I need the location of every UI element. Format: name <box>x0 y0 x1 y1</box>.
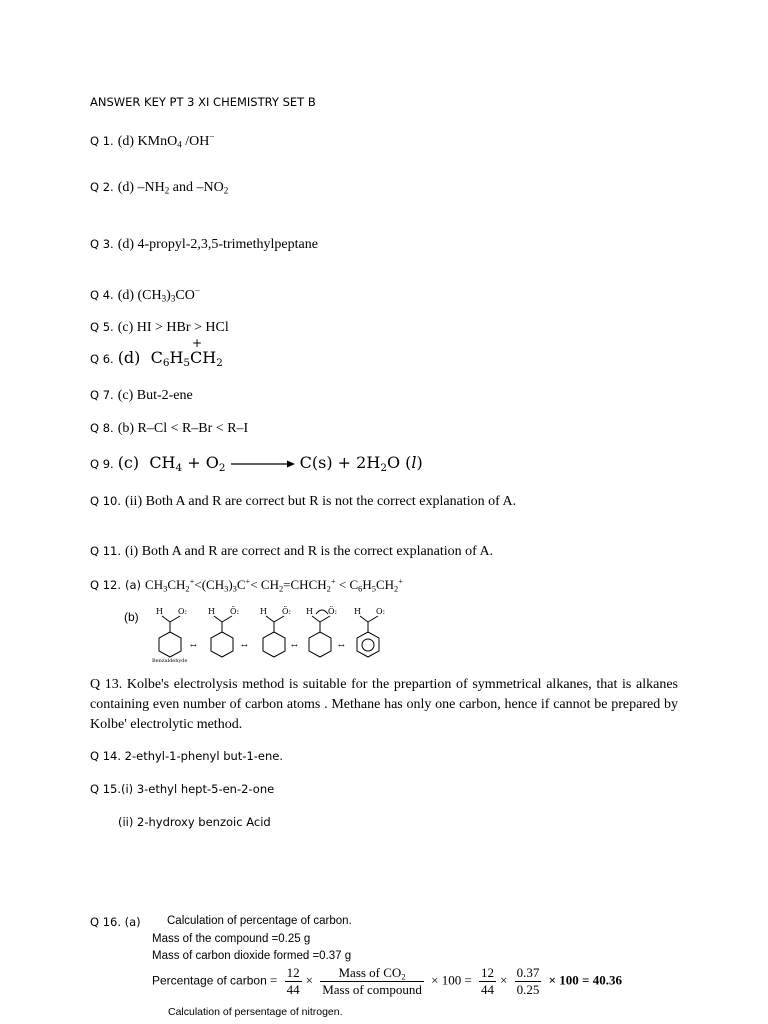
q12-p22: + <box>398 575 403 586</box>
q12-p16: < C <box>335 577 359 592</box>
q1-sub: 4 <box>177 139 182 150</box>
q6-carbocation-c: C <box>190 348 203 367</box>
q4-text: (d) (CH <box>117 288 162 303</box>
q12-p0: CH <box>145 577 164 592</box>
q12-p1: 3 <box>163 583 168 594</box>
q6-sub2: 2 <box>216 357 223 370</box>
q12-p2: CH <box>167 577 186 592</box>
svg-text:H: H <box>354 607 361 616</box>
q12-order <box>145 577 403 592</box>
svg-text:↔: ↔ <box>190 641 197 650</box>
q5-number: Q 5. <box>90 320 114 334</box>
q16-line4: Calculation of persentage of nitrogen. <box>168 1006 343 1018</box>
benzene-ring-3 <box>263 632 285 657</box>
q6-plus-charge: + <box>192 336 203 350</box>
benzene-ring-1 <box>159 632 181 657</box>
q6-h2: H <box>202 348 217 367</box>
f2-num <box>320 965 424 982</box>
q16-line1: Calculation of percentage of carbon. <box>167 915 352 927</box>
answer-q5 <box>90 318 229 336</box>
reaction-arrow-icon <box>231 459 295 469</box>
q9-ch: CH <box>149 453 176 472</box>
q4-sup: − <box>194 285 200 296</box>
q4-number: Q 4. <box>90 288 114 302</box>
answer-q6 <box>90 336 223 370</box>
q6-option: (d) <box>117 348 141 367</box>
f4-den: 0.25 <box>516 982 540 997</box>
q5-text: (c) HI > HBr > HCl <box>117 320 229 335</box>
q12-option: (a) <box>125 578 142 592</box>
svg-text:H: H <box>156 607 163 616</box>
f3-num: 12 <box>481 965 495 980</box>
q9-number: Q 9. <box>90 457 114 471</box>
q2-mid: and –NO <box>169 180 224 195</box>
q9-product: C(s) + 2H <box>299 453 381 472</box>
q16-line2: Mass of the compound =0.25 g <box>152 933 311 945</box>
f1-den: 44 <box>286 982 300 997</box>
q12-p17: 6 <box>358 583 363 594</box>
q12-p20: CH <box>375 577 395 592</box>
q4-sub2: 3 <box>170 293 176 304</box>
q12-p9: C <box>236 577 246 592</box>
q16-line3: Mass of carbon dioxide formed =0.37 g <box>152 950 352 962</box>
fraction-12-44-b <box>479 965 496 998</box>
q10-text: (ii) Both A and R are correct but R is not the correct explanation of A. <box>125 494 517 509</box>
q12-p21: 2 <box>394 583 399 594</box>
svg-text:H: H <box>306 607 313 616</box>
q12-p11: < CH <box>250 577 279 592</box>
q12b-option: (b) <box>124 610 139 624</box>
q12-p15: + <box>330 575 336 586</box>
q12-p19: 5 <box>371 583 376 594</box>
q12-p18: H <box>362 577 372 592</box>
answer-q3 <box>90 235 318 253</box>
page-title: ANSWER KEY PT 3 XI CHEMISTRY SET B <box>90 95 316 109</box>
f2-num-text: Mass of CO <box>338 965 402 980</box>
q9-sub4: 4 <box>175 462 183 475</box>
answer-q9 <box>90 453 423 473</box>
q7-text: (c) But-2-ene <box>117 388 193 403</box>
q9-o: O ( <box>386 453 412 472</box>
fraction-mass-co2 <box>320 965 424 998</box>
q2-sub2: 2 <box>223 185 229 196</box>
q12-p7: ) <box>228 577 233 592</box>
q12-p14: 2 <box>326 583 331 594</box>
q12-p13: =CHCH <box>283 577 327 592</box>
svg-text:O:: O: <box>178 607 188 616</box>
q1-text: (d) KMnO <box>117 134 178 149</box>
q2-number: Q 2. <box>90 180 114 194</box>
answer-q11 <box>90 542 493 560</box>
q1-number: Q 1. <box>90 134 114 148</box>
q16-percentage-equation: Percentage of carbon = $\frac{12}{44}$ × $\frac{Mass of CO_2}{\text{Mass of compound}}$ × 100 = $\frac{12}{44}$ × $\frac{0.37}{0.25}$ × 100 = 40.36 <box>152 965 622 997</box>
answer-q15-i: Q 15.(i) 3-ethyl hept-5-en-2-one <box>90 782 275 796</box>
q11-text: (i) Both A and R are correct and R is the correct explanation of A. <box>125 544 494 559</box>
svg-text:↔: ↔ <box>241 641 248 650</box>
answer-q15-ii: (ii) 2-hydroxy benzoic Acid <box>118 815 271 829</box>
q1-rest: /OH <box>181 134 210 149</box>
svg-text:↔: ↔ <box>291 641 298 650</box>
svg-text:O:: O: <box>376 607 386 616</box>
q12-p8: 3 <box>232 583 237 594</box>
answer-q10 <box>90 492 516 510</box>
q12-p3: 2 <box>185 583 190 594</box>
svg-text:H: H <box>260 607 267 616</box>
answer-q12 <box>90 576 403 594</box>
q12-p6: 3 <box>224 583 229 594</box>
f4-num: 0.37 <box>516 965 540 980</box>
q9-option: (c) <box>117 453 140 472</box>
q12-number: Q 12. <box>90 578 121 592</box>
answer-q8 <box>90 419 248 437</box>
f2-den: Mass of compound <box>322 982 422 997</box>
q3-number: Q 3. <box>90 237 114 251</box>
q12-p12: 2 <box>278 583 284 594</box>
answer-q4 <box>90 286 200 304</box>
svg-text:Ö:: Ö: <box>328 607 338 616</box>
benzene-ring-4 <box>309 632 331 657</box>
q8-text: (b) R–Cl < R–Br < R–I <box>117 421 249 436</box>
benzene-ring-2 <box>211 632 233 657</box>
fraction-12-44 <box>285 965 302 998</box>
q6-number: Q 6. <box>90 352 114 366</box>
q16-equation-label: Percentage of carbon <box>152 973 267 988</box>
q4-sub: 3 <box>161 293 167 304</box>
answer-q13: Q 13. Kolbe's electrolysis method is suitable for the prepartion of symmetrical alkanes, that is alkanes containing even number of carbon atoms . Methane has only one carbon, hence if cannot be prepared by Kolbe' electrolytic method. <box>90 677 678 732</box>
q12b-label <box>124 608 139 626</box>
q2-text: (d) –NH <box>117 180 165 195</box>
answer-q2 <box>90 178 228 196</box>
q4-end: CO <box>175 288 195 303</box>
q2-sub1: 2 <box>164 185 170 196</box>
q12-p10: + <box>245 575 251 586</box>
benzene-ring-5 <box>357 632 379 657</box>
q12-p4: + <box>189 575 195 586</box>
times-100: × 100 = <box>431 972 472 988</box>
q11-number: Q 11. <box>90 544 121 558</box>
q6-c: C <box>150 348 163 367</box>
q1-sup: − <box>209 131 215 142</box>
q6-sub6: 6 <box>162 357 170 370</box>
svg-text:Ö:: Ö: <box>230 607 240 616</box>
q9-plus-o: + O <box>182 453 219 472</box>
q12-p5: <(CH <box>194 577 225 592</box>
answer-q16-number: Q 16. (a) <box>90 915 141 929</box>
q9-sub2: 2 <box>218 462 226 475</box>
answer-q7 <box>90 386 193 404</box>
svg-text:H: H <box>208 607 215 616</box>
f2-num-sub: 2 <box>401 971 406 982</box>
figure-caption: Benzaldehyde <box>152 658 188 664</box>
q8-number: Q 8. <box>90 421 114 435</box>
q6-h: H <box>169 348 184 367</box>
q7-number: Q 7. <box>90 388 114 402</box>
f1-num: 12 <box>286 965 300 980</box>
q6-sub5: 5 <box>183 357 191 370</box>
fraction-values <box>515 965 542 998</box>
svg-text:Ö:: Ö: <box>282 607 292 616</box>
f3-den: 44 <box>481 982 495 997</box>
q16-result: × 100 = 40.36 <box>548 972 622 988</box>
q9-close: ) <box>416 453 423 472</box>
q4-rest: ) <box>166 288 171 303</box>
q3-text: (d) 4-propyl-2,3,5-trimethylpeptane <box>117 237 318 252</box>
answer-q1 <box>90 132 215 150</box>
q9-liquid: l <box>411 453 417 472</box>
q10-number: Q 10. <box>90 494 121 508</box>
svg-text:↔: ↔ <box>338 641 345 650</box>
q9-sub2b: 2 <box>380 462 387 475</box>
answer-q14: Q 14. 2-ethyl-1-phenyl but-1-ene. <box>90 749 284 763</box>
